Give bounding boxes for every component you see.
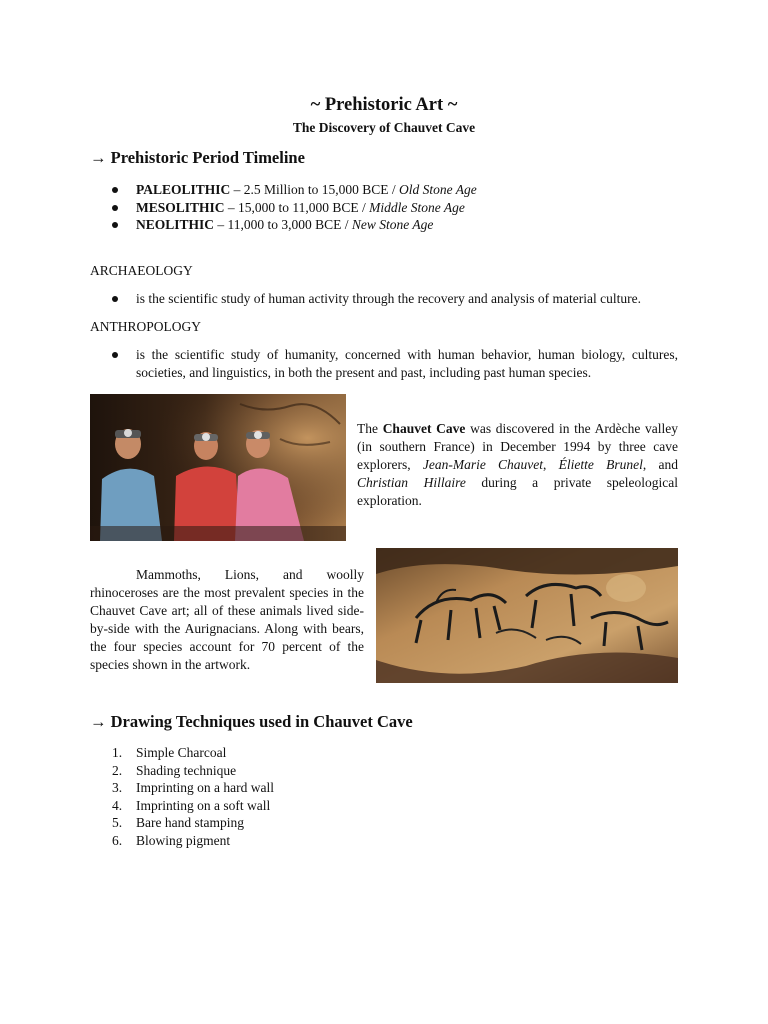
bullet-icon bbox=[112, 296, 118, 302]
technique-item: 2. Shading technique bbox=[112, 762, 237, 778]
explorers-photo bbox=[90, 394, 346, 541]
technique-item: 1. Simple Charcoal bbox=[112, 745, 227, 760]
anthropology-label: ANTHROPOLOGY bbox=[90, 319, 201, 334]
explorer-name: Éliette Brunel bbox=[558, 457, 643, 472]
archaeology-definition: is the scientific study of human activity through the recovery and analysis of material culture. bbox=[136, 291, 641, 306]
technique-item: 5. Bare hand stamping bbox=[112, 815, 244, 831]
explorer-name: Christian Hillaire bbox=[357, 475, 466, 490]
bullet-icon bbox=[112, 187, 118, 193]
timeline-heading: → Prehistoric Period Timeline bbox=[90, 148, 305, 167]
timeline-list bbox=[90, 181, 678, 234]
anthropology-definition: is the scientific study of humanity, concerned with human behavior, human biology, cultures, societies, and linguistics, in both the present and past, including past human species. bbox=[136, 347, 678, 380]
document-subtitle: The Discovery of Chauvet Cave bbox=[292, 120, 476, 135]
technique-item: 3. Imprinting on a hard wall bbox=[112, 780, 274, 796]
anthropology-definition-item bbox=[90, 346, 678, 382]
cave-painting-photo bbox=[376, 548, 678, 683]
document-title: ~ Prehistoric Art ~ bbox=[310, 95, 458, 115]
species-paragraph: Mammoths, Lions, and woolly rhinoceroses are the most prevalent species in the Chauvet Cave art; all of these animals lived side-by-side with the Aurignacians. Along with bears, the four species account for 70 percent of the species shown in the artwork. bbox=[90, 567, 364, 672]
explorer-name: Jean-Marie Chauvet bbox=[422, 457, 544, 472]
techniques-list bbox=[90, 744, 678, 850]
timeline-item: PALEOLITHIC – 2.5 Million to 15,000 BCE / Old Stone Age bbox=[90, 181, 678, 199]
technique-item: 4. Imprinting on a soft wall bbox=[112, 797, 271, 813]
bullet-icon bbox=[112, 352, 118, 358]
timeline-item: NEOLITHIC – 11,000 to 3,000 BCE / New Stone Age bbox=[90, 216, 678, 234]
chauvet-cave-term: Chauvet Cave bbox=[382, 421, 466, 436]
timeline-item: MESOLITHIC – 15,000 to 11,000 BCE / Middle Stone Age bbox=[90, 199, 678, 217]
techniques-heading: → Drawing Techniques used in Chauvet Cave bbox=[90, 712, 413, 731]
discovery-paragraph: The Chauvet Cave was discovered in the Ardèche valley (in southern France) in December 1994 by three cave explorers, Jean-Marie Chauvet, Éliette Brunel, and Christian Hillaire during a private speleological exploration. bbox=[357, 421, 678, 508]
technique-item: 6. Blowing pigment bbox=[112, 832, 231, 848]
archaeology-definition-item bbox=[90, 290, 678, 308]
bullet-icon bbox=[112, 222, 118, 228]
bullet-icon bbox=[112, 205, 118, 211]
archaeology-label: ARCHAEOLOGY bbox=[90, 263, 193, 278]
